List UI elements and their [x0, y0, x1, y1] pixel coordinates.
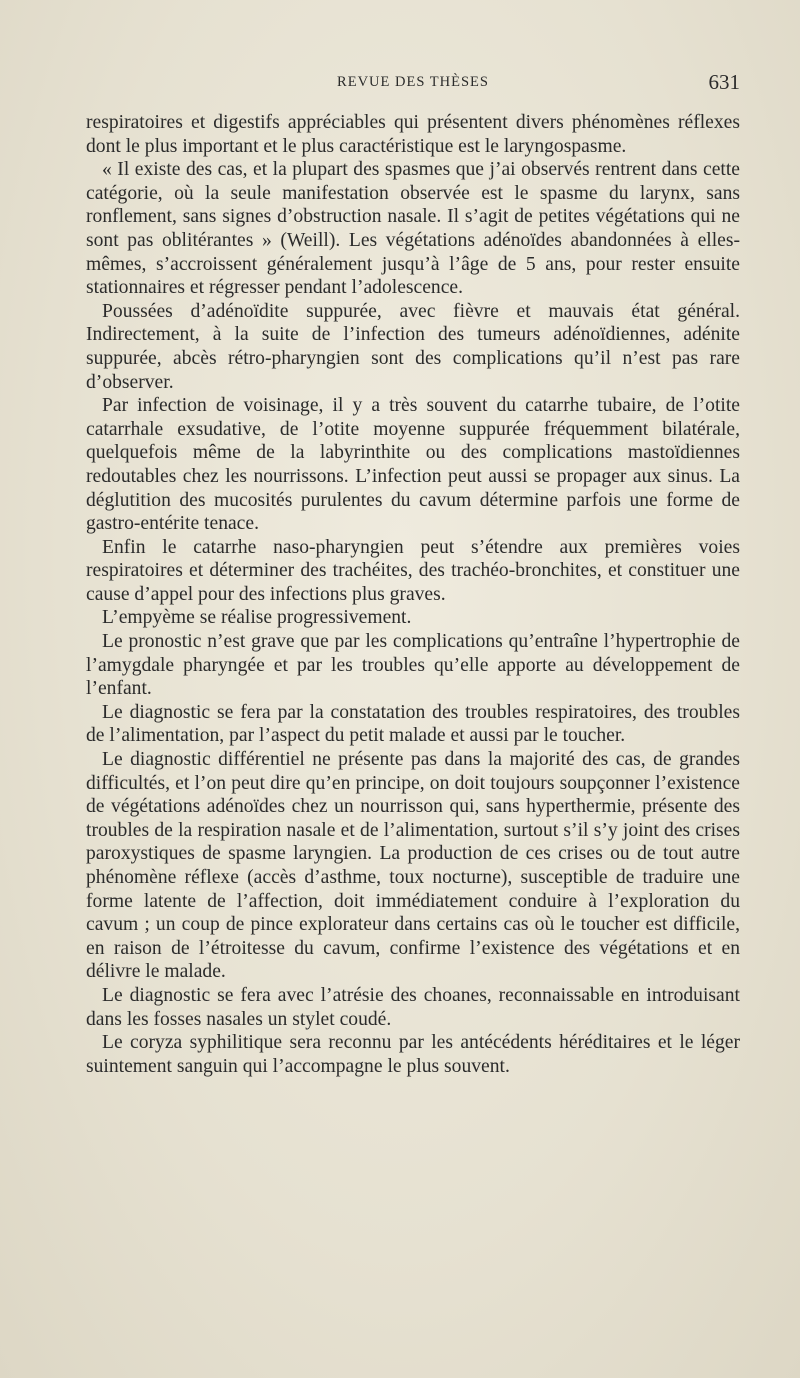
- paragraph: Enfin le catarrhe naso-pharyngien peut s’étendre aux premières voies respiratoires et déterminer des trachéites, des trachéo-bronchites, et constituer une cause d’appel pour des infections plus graves.: [86, 536, 740, 605]
- paragraph: Le diagnostic se fera par la constatation des troubles respiratoires, des troubles de l’alimentation, par l’aspect du petit malade et aussi par le toucher.: [86, 701, 740, 747]
- body-text: [86, 111, 740, 1078]
- running-head: REVUE DES THÈSES: [337, 74, 489, 90]
- paragraph: Le coryza syphilitique sera reconnu par les antécédents héréditaires et le léger suintement sanguin qui l’accompagne le plus souvent.: [86, 1032, 740, 1077]
- paragraph: respiratoires et digestifs appréciables qui présentent divers phénomènes réflexes dont le plus important et le plus caractéristique est le laryngospasme.: [86, 112, 740, 157]
- paragraph: Par infection de voisinage, il y a très souvent du catarrhe tubaire, de l’otite catarrhale exsudative, de l’otite moyenne suppurée fréquemment bilatérale, quelquefois même de la labyrinthite ou des complications mastoïdiennes redoutables chez les nourrissons. L’infection peut aussi se propager aux sinus. La déglutition des mucosités purulentes du cavum détermine parfois une forme de gastro-entérite tenace.: [86, 395, 740, 535]
- paragraph: L’empyème se réalise progressivement.: [102, 607, 412, 629]
- page-header: [86, 70, 740, 98]
- paragraph: Le pronostic n’est grave que par les complications qu’entraîne l’hypertrophie de l’amygdale pharyngée et par les troubles qu’elle apporte au développement de l’enfant.: [86, 631, 740, 700]
- paragraph: Poussées d’adénoïdite suppurée, avec fièvre et mauvais état général. Indirectement, à la suite de l’infection des tumeurs adénoïdiennes, adénite suppurée, abcès rétro-pharyngien sont des complications qu’il n’est pas rare d’observer.: [86, 300, 740, 393]
- paragraph: Le diagnostic se fera avec l’atrésie des choanes, reconnaissable en introduisant dans les fosses nasales un stylet coudé.: [86, 984, 740, 1030]
- page-number: 631: [708, 70, 740, 94]
- paragraph: « Il existe des cas, et la plupart des spasmes que j’ai observés rentrent dans cette catégorie, où la seule manifestation observée est le spasme du larynx, sans ronflement, sans signes d’obstruction nasale. Il s’agit de petites végétations qui ne sont pas oblitérantes » (Weill). Les végétations adénoïdes abandonnées à elles-mêmes, s’accroissent généralement jusqu’à l’âge de 5 ans, pour rester ensuite stationnaires et régresser pendant l’adolescence.: [86, 159, 740, 299]
- paragraph: Le diagnostic différentiel ne présente pas dans la majorité des cas, de grandes difficultés, et l’on peut dire qu’en principe, on doit toujours soupçonner l’existence de végétations adénoïdes chez un nourrisson qui, sans hyperthermie, présente des troubles de la respiration nasale et de l’alimentation, surtout s’il s’y joint des crises paroxystiques de spasme laryngien. La production de ces crises ou de tout autre phénomène réflexe (accès d’asthme, toux nocturne), susceptible de traduire une forme latente de l’affection, doit immédiatement conduire à l’exploration du cavum ; un coup de pince explorateur dans certains cas où le toucher est difficile, en raison de l’étroitesse du cavum, confirme l’existence des végétations et en délivre le malade.: [86, 749, 740, 983]
